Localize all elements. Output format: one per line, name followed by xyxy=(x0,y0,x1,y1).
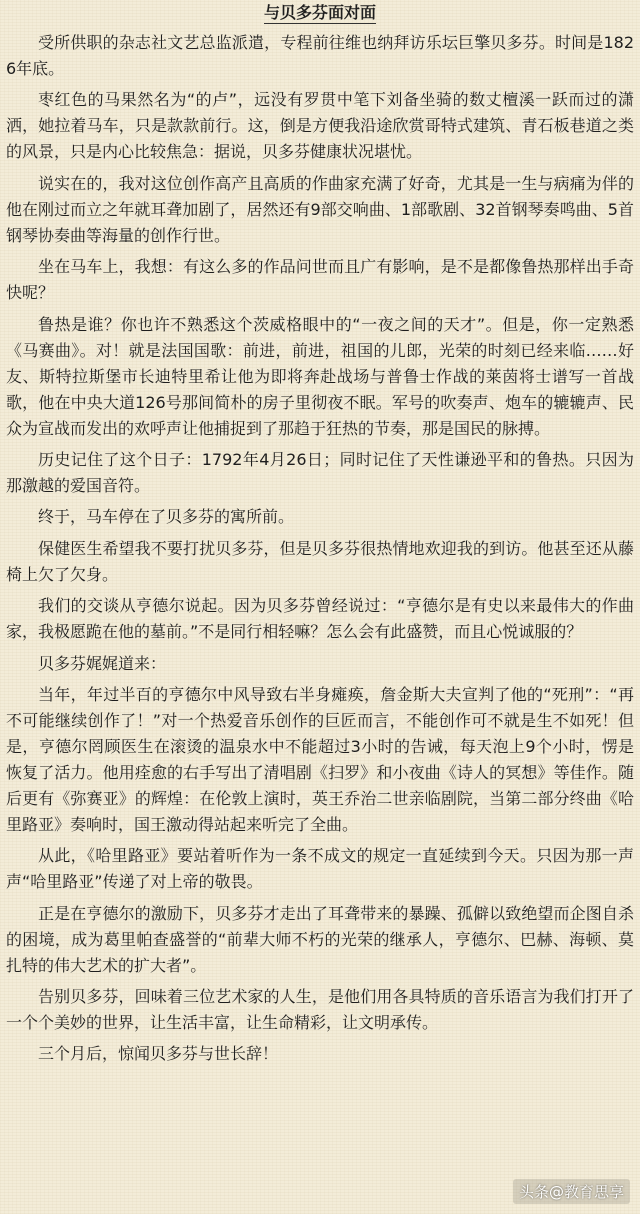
paragraph: 枣红色的马果然名为“的卢”，远没有罗贯中笔下刘备坐骑的数丈檀溪一跃而过的潇洒，她拉着马车，只是款款前行。这，倒是方便我沿途欣赏哥特式建筑、青石板巷道之类的风景，只是内心比较焦急：据说，贝多芬健康状况堪忧。 xyxy=(6,90,634,162)
paragraph: 鲁热是谁？你也许不熟悉这个茨威格眼中的“一夜之间的天才”。但是，你一定熟悉《马赛曲》。对！就是法国国歌：前进，前进，祖国的儿郎，光荣的时刻已经来临……好友、斯特拉斯堡市长迪特里希让他为即将奔赴战场与普鲁士作战的莱茵将士谱写一首战歌，他在中央大道126号那间简朴的房子里彻夜不眠。军号的吹奏声、炮车的辘辘声、民众为宣战而发出的欢呼声让他捕捉到了那趋于狂热的节奏，那是国民的脉搏。 xyxy=(6,314,634,438)
article-title-text: 与贝多芬面对面 xyxy=(263,3,376,22)
paragraph: 受所供职的杂志社文艺总监派遣，专程前往维也纳拜访乐坛巨擎贝多芬。时间是1826年底。 xyxy=(6,33,634,78)
paragraph: 当年，年过半百的亨德尔中风导致右半身瘫痪，詹金斯大夫宣判了他的“死刑”：“再不可能继续创作了！”对一个热爱音乐创作的巨匠而言，不能创作可不就是生不如死！但是，亨德尔罔顾医生在滚烫的温泉水中不能超过3小时的告诫，每天泡上9个小时，愣是恢复了活力。他用痊愈的右手写出了清唱剧《扫罗》和小夜曲《诗人的冥想》等佳作。随后更有《弥赛亚》的辉煌：在伦敦上演时，英王乔治二世亲临剧院，当第二部分终曲《哈里路亚》奏响时，国王激动得站起来听完了全曲。 xyxy=(6,684,634,834)
paragraph: 三个月后，惊闻贝多芬与世长辞！ xyxy=(38,1044,279,1064)
paragraph: 终于，马车停在了贝多芬的寓所前。 xyxy=(38,507,295,527)
article-body xyxy=(6,30,634,1067)
paragraph: 说实在的，我对这位创作高产且高质的作曲家充满了好奇，尤其是一生与病痛为伴的他在刚过而立之年就耳聋加剧了，居然还有9部交响曲、1部歌剧、32首钢琴奏鸣曲、5首钢琴协奏曲等海量的创作行世。 xyxy=(6,173,634,245)
article-title xyxy=(6,0,634,30)
paragraph: 贝多芬娓娓道来： xyxy=(38,653,167,673)
paragraph: 从此，《哈里路亚》要站着听作为一条不成文的规定一直延续到今天。只因为那一声声“哈里路亚”传递了对上帝的敬畏。 xyxy=(6,846,634,892)
paragraph: 坐在马车上，我想：有这么多的作品问世而且广有影响，是不是都像鲁热那样出手奇快呢？ xyxy=(6,257,634,303)
paragraph: 保健医生希望我不要打扰贝多芬，但是贝多芬很热情地欢迎我的到访。他甚至还从藤椅上欠了欠身。 xyxy=(6,538,634,584)
paragraph: 我们的交谈从亨德尔说起。因为贝多芬曾经说过：“亨德尔是有史以来最伟大的作曲家，我极愿跪在他的墓前。”不是同行相轻嘛？怎么会有此盛赞，而且心悦诚服的？ xyxy=(6,596,634,642)
paragraph: 历史记住了这个日子：1792年4月26日；同时记住了天性谦逊平和的鲁热。只因为那激越的爱国音符。 xyxy=(6,449,634,495)
paragraph: 正是在亨德尔的激励下，贝多芬才走出了耳聋带来的暴躁、孤僻以致绝望而企图自杀的困境，成为葛里帕查盛誉的“前辈大师不朽的光荣的继承人，亨德尔、巴赫、海顿、莫扎特的伟大艺术的扩大者”。 xyxy=(6,903,634,975)
paragraph: 告别贝多芬，回味着三位艺术家的人生，是他们用各具特质的音乐语言为我们打开了一个个美妙的世界，让生活丰富，让生命精彩，让文明承传。 xyxy=(6,987,634,1033)
watermark: 头条@教育思享 xyxy=(513,1179,630,1204)
